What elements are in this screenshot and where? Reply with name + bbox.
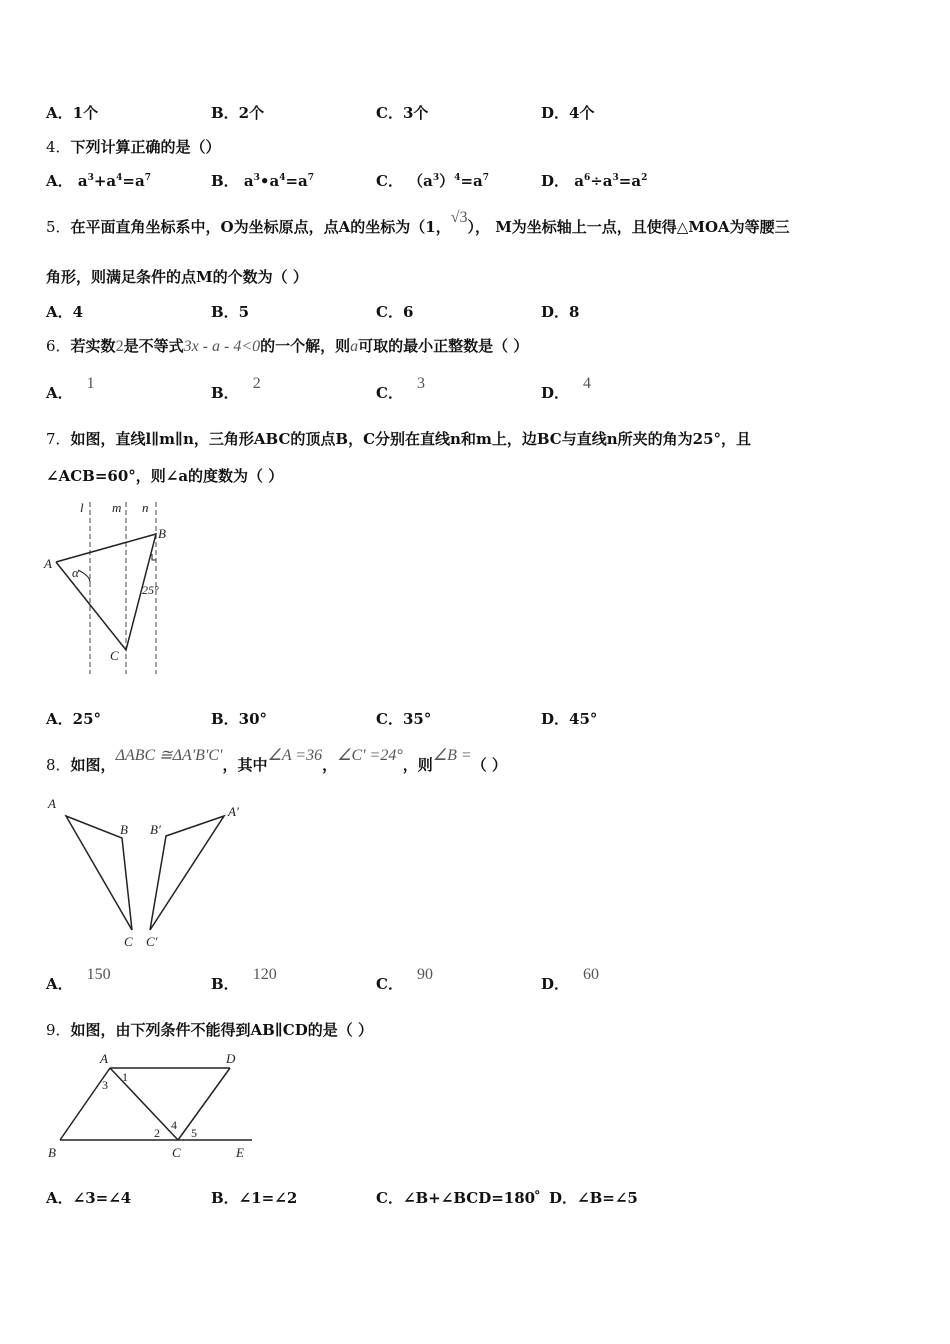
q4-stem: 4．下列计算正确的是（） bbox=[46, 138, 221, 156]
q6-inequality: 3x - a - 4<0 bbox=[183, 338, 261, 355]
label-a: A bbox=[48, 796, 56, 811]
triangle-a2b2c2 bbox=[150, 816, 224, 930]
triangle-abc bbox=[56, 534, 156, 650]
q7-option-d: D．45° bbox=[541, 710, 598, 728]
q4-option-b: B． $a^3•a^4=a^7$ bbox=[211, 172, 315, 190]
q9-option-d: D．∠B=∠5 bbox=[549, 1189, 638, 1207]
q7-stem-line1: 7．如图，直线l∥m∥n，三角形ABC的顶点B，C分别在直线n和m上，边BC与直线n所夹的角为25°，且 bbox=[46, 430, 752, 448]
label-b: B bbox=[48, 1145, 56, 1160]
q8-stem: 8．如图，ΔABC ≅ΔA'B'C'，其中∠A =36，∠C' =24°，则∠B =（ ） bbox=[46, 747, 507, 774]
label-c-prime: C′ bbox=[146, 934, 158, 949]
q6-option-b: B．2 bbox=[211, 375, 261, 402]
q5-stem-line1: 5．在平面直角坐标系中，O为坐标原点，点A的坐标为（1，√3）， M为坐标轴上一点，且使得△MOA为等腰三 bbox=[46, 209, 790, 236]
q6-option-a: A．1 bbox=[46, 375, 95, 402]
label-25: 25° bbox=[142, 583, 159, 597]
q9-option-c: C．∠B+∠BCD=180゜ bbox=[376, 1189, 551, 1207]
q5-sqrt: √3 bbox=[450, 209, 468, 226]
label-n: n bbox=[142, 500, 149, 515]
label-2: 2 bbox=[154, 1126, 160, 1140]
q5-stem-line2: 角形，则满足条件的点M的个数为（ ） bbox=[46, 268, 308, 286]
q7-option-a: A．25° bbox=[46, 710, 102, 728]
q9-option-b: B．∠1=∠2 bbox=[211, 1189, 298, 1207]
label-a: A bbox=[44, 556, 52, 571]
line-ac bbox=[110, 1068, 178, 1140]
label-a: A bbox=[100, 1051, 108, 1066]
q8-option-b: B．120 bbox=[211, 966, 277, 993]
q6-stem: 6．若实数2是不等式3x - a - 4<0的一个解，则a可取的最小正整数是（ ） bbox=[46, 337, 529, 355]
label-c: C bbox=[110, 648, 119, 663]
label-c: C bbox=[172, 1145, 181, 1160]
label-alpha: α bbox=[72, 565, 79, 580]
label-b-prime: B′ bbox=[150, 822, 161, 837]
label-1: 1 bbox=[122, 1070, 128, 1084]
q9-stem: 9．如图，由下列条件不能得到AB∥CD的是（ ） bbox=[46, 1021, 373, 1039]
q4-option-c: C． $(a^3)^4=a^7$ bbox=[376, 172, 490, 190]
q5-option-a: A．4 bbox=[46, 303, 84, 321]
q7-stem-line2: ∠ACB=60°，则∠a的度数为（ ） bbox=[46, 467, 284, 485]
q6-option-c: C．3 bbox=[376, 375, 425, 402]
q5-option-c: C．6 bbox=[376, 303, 414, 321]
q3-option-b: B．2个 bbox=[211, 104, 265, 122]
label-b: B bbox=[158, 526, 166, 541]
q8-option-a: A．150 bbox=[46, 966, 111, 993]
q6-option-d: D．4 bbox=[541, 375, 592, 402]
label-d: D bbox=[226, 1051, 236, 1066]
q7-option-c: C．35° bbox=[376, 710, 432, 728]
q3-option-d: D．4个 bbox=[541, 104, 595, 122]
label-3: 3 bbox=[102, 1078, 108, 1092]
label-e: E bbox=[236, 1145, 244, 1160]
q7-figure bbox=[40, 492, 180, 677]
label-m: m bbox=[112, 500, 122, 515]
label-l: l bbox=[80, 500, 84, 515]
q3-option-c: C．3个 bbox=[376, 104, 429, 122]
q7-option-b: B．30° bbox=[211, 710, 268, 728]
q4-option-a: A． $a^3+a^4=a^7$ bbox=[46, 172, 151, 190]
angle-mark bbox=[152, 554, 156, 560]
q5-option-d: D．8 bbox=[541, 303, 580, 321]
label-5: 5 bbox=[191, 1126, 197, 1140]
q8-congruence: ΔABC ≅ΔA'B'C' bbox=[115, 747, 223, 764]
q9-figure bbox=[40, 1045, 260, 1165]
label-a-prime: A′ bbox=[228, 804, 239, 819]
q8-figure bbox=[40, 790, 260, 950]
q3-option-a: A．1个 bbox=[46, 104, 99, 122]
alpha-arc bbox=[78, 570, 90, 582]
label-b: B bbox=[120, 822, 128, 837]
q8-option-c: C．90 bbox=[376, 966, 433, 993]
label-4: 4 bbox=[171, 1118, 177, 1132]
q9-option-a: A．∠3=∠4 bbox=[46, 1189, 132, 1207]
q4-option-d: D． $a^6\div a^3=a^2$ bbox=[541, 172, 648, 190]
q5-option-b: B．5 bbox=[211, 303, 250, 321]
label-c: C bbox=[124, 934, 133, 949]
q8-option-d: D．60 bbox=[541, 966, 600, 993]
line-cd bbox=[178, 1068, 230, 1140]
